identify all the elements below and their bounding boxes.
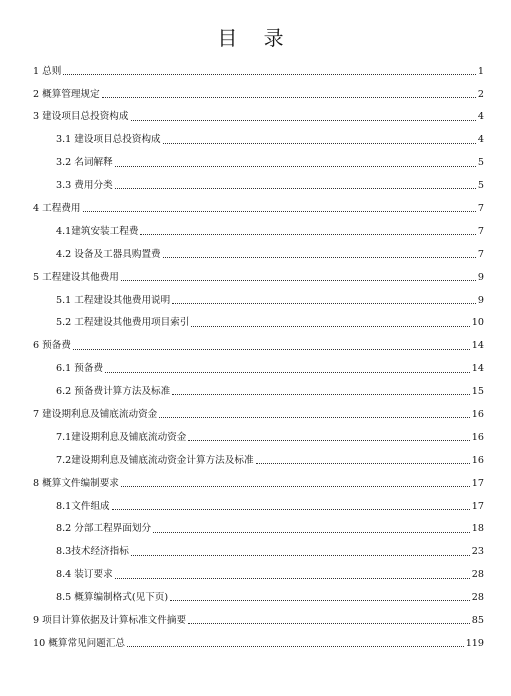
toc-entry-label: 7.1建设期利息及铺底流动资金 bbox=[56, 431, 187, 443]
toc-entry-label: 8.3技术经济指标 bbox=[56, 546, 129, 558]
toc-dot-leader bbox=[172, 303, 476, 304]
toc-entry-label: 8.5 概算编制格式(见下页) bbox=[56, 592, 169, 604]
toc-subsection-entry[interactable] bbox=[33, 586, 484, 609]
toc-section-entry[interactable] bbox=[33, 609, 484, 632]
toc-page-number: 16 bbox=[471, 431, 484, 443]
toc-page-number: 5 bbox=[477, 157, 484, 169]
toc-subsection-entry[interactable] bbox=[33, 289, 484, 312]
toc-section-entry[interactable] bbox=[33, 60, 484, 83]
toc-page-number: 28 bbox=[471, 592, 484, 604]
toc-dot-leader bbox=[140, 234, 475, 235]
toc-page-number: 119 bbox=[465, 637, 484, 649]
toc-entry-label: 5.2 工程建设其他费用项目索引 bbox=[56, 317, 190, 329]
toc-dot-leader bbox=[115, 578, 470, 579]
toc-page-number: 17 bbox=[471, 500, 484, 512]
toc-entry-label: 8 概算文件编制要求 bbox=[33, 477, 119, 489]
toc-page-number: 14 bbox=[471, 363, 484, 375]
toc-dot-leader bbox=[131, 555, 470, 556]
toc-page-number: 7 bbox=[477, 248, 484, 260]
toc-page-number: 5 bbox=[477, 180, 484, 192]
toc-entry-label: 8.4 装订要求 bbox=[56, 569, 113, 581]
toc-section-entry[interactable] bbox=[33, 472, 484, 495]
toc-subsection-entry[interactable] bbox=[33, 518, 484, 541]
toc-entry-label: 1 总则 bbox=[33, 65, 62, 77]
toc-entry-label: 10 概算常见问题汇总 bbox=[33, 637, 126, 649]
toc-page-number: 7 bbox=[477, 225, 484, 237]
toc-section-entry[interactable] bbox=[33, 197, 484, 220]
toc-dot-leader bbox=[105, 372, 470, 373]
toc-entry-label: 3 建设项目总投资构成 bbox=[33, 111, 129, 123]
toc-dot-leader bbox=[170, 600, 470, 601]
toc-dot-leader bbox=[163, 143, 476, 144]
toc-dot-leader bbox=[256, 463, 470, 464]
toc-entry-label: 8.1文件组成 bbox=[56, 500, 110, 512]
toc-page-number: 1 bbox=[477, 65, 484, 77]
toc-entry-label: 5.1 工程建设其他费用说明 bbox=[56, 294, 171, 306]
toc-page-number: 85 bbox=[471, 615, 484, 627]
toc-dot-leader bbox=[121, 280, 476, 281]
toc-dot-leader bbox=[172, 394, 470, 395]
toc-page-number: 7 bbox=[477, 202, 484, 214]
toc-entry-label: 9 项目计算依据及计算标准文件摘要 bbox=[33, 615, 187, 627]
toc-subsection-entry[interactable] bbox=[33, 129, 484, 152]
toc-dot-leader bbox=[191, 326, 469, 327]
toc-page-number: 4 bbox=[477, 111, 484, 123]
toc-dot-leader bbox=[163, 257, 476, 258]
toc-dot-leader bbox=[188, 440, 469, 441]
toc-entry-label: 3.1 建设项目总投资构成 bbox=[56, 134, 161, 146]
toc-subsection-entry[interactable] bbox=[33, 541, 484, 564]
page-title: 目 录 bbox=[217, 26, 294, 50]
toc-page-number: 17 bbox=[471, 477, 484, 489]
toc-subsection-entry[interactable] bbox=[33, 495, 484, 518]
toc-entry-label: 2 概算管理规定 bbox=[33, 88, 100, 100]
toc-section-entry[interactable] bbox=[33, 266, 484, 289]
toc-page-number: 14 bbox=[471, 340, 484, 352]
toc-subsection-entry[interactable] bbox=[33, 174, 484, 197]
toc-subsection-entry[interactable] bbox=[33, 358, 484, 381]
toc-subsection-entry[interactable] bbox=[33, 564, 484, 587]
toc-page-number: 18 bbox=[471, 523, 484, 535]
toc-entry-label: 3.3 费用分类 bbox=[56, 180, 113, 192]
toc-entry-label: 3.2 名词解释 bbox=[56, 157, 113, 169]
toc-dot-leader bbox=[153, 532, 470, 533]
toc-entry-label: 4 工程费用 bbox=[33, 202, 81, 214]
toc-page-number: 28 bbox=[471, 569, 484, 581]
toc-entry-label: 8.2 分部工程界面划分 bbox=[56, 523, 152, 535]
toc-subsection-entry[interactable] bbox=[33, 449, 484, 472]
toc-page-number: 10 bbox=[471, 317, 484, 329]
toc-section-entry[interactable] bbox=[33, 106, 484, 129]
toc-section-entry[interactable] bbox=[33, 83, 484, 106]
toc-entry-label: 4.1建筑安装工程费 bbox=[56, 225, 139, 237]
toc-subsection-entry[interactable] bbox=[33, 380, 484, 403]
toc-entry-label: 5 工程建设其他费用 bbox=[33, 271, 119, 283]
toc-page-number: 16 bbox=[471, 454, 484, 466]
toc-entry-label: 6 预备费 bbox=[33, 340, 71, 352]
toc-dot-leader bbox=[73, 349, 470, 350]
toc-dot-leader bbox=[159, 417, 470, 418]
toc-subsection-entry[interactable] bbox=[33, 152, 484, 175]
table-of-contents bbox=[33, 60, 484, 655]
toc-page-number: 2 bbox=[477, 88, 484, 100]
toc-entry-label: 6.2 预备费计算方法及标准 bbox=[56, 386, 171, 398]
toc-section-entry[interactable] bbox=[33, 403, 484, 426]
toc-page-number: 9 bbox=[477, 271, 484, 283]
toc-subsection-entry[interactable] bbox=[33, 220, 484, 243]
toc-entry-label: 7.2建设期利息及铺底流动资金计算方法及标准 bbox=[56, 454, 254, 466]
toc-page-number: 23 bbox=[471, 546, 484, 558]
toc-entry-label: 4.2 设备及工器具购置费 bbox=[56, 248, 161, 260]
toc-dot-leader bbox=[115, 188, 476, 189]
toc-dot-leader bbox=[188, 623, 470, 624]
toc-entry-label: 7 建设期利息及铺底流动资金 bbox=[33, 409, 158, 420]
toc-page-number: 15 bbox=[471, 386, 484, 398]
toc-dot-leader bbox=[115, 166, 476, 167]
toc-page-number: 16 bbox=[471, 409, 484, 420]
toc-dot-leader bbox=[131, 120, 476, 121]
toc-subsection-entry[interactable] bbox=[33, 243, 484, 266]
toc-page-number: 9 bbox=[477, 294, 484, 306]
toc-entry-label: 6.1 预备费 bbox=[56, 363, 104, 375]
toc-page-number: 4 bbox=[477, 134, 484, 146]
toc-subsection-entry[interactable] bbox=[33, 426, 484, 449]
toc-dot-leader bbox=[83, 211, 476, 212]
toc-dot-leader bbox=[63, 74, 476, 75]
toc-dot-leader bbox=[112, 509, 470, 510]
toc-subsection-entry[interactable] bbox=[33, 312, 484, 335]
toc-dot-leader bbox=[102, 97, 476, 98]
toc-dot-leader bbox=[127, 646, 464, 647]
toc-section-entry[interactable] bbox=[33, 335, 484, 358]
toc-section-entry[interactable] bbox=[33, 632, 484, 655]
toc-dot-leader bbox=[121, 486, 470, 487]
